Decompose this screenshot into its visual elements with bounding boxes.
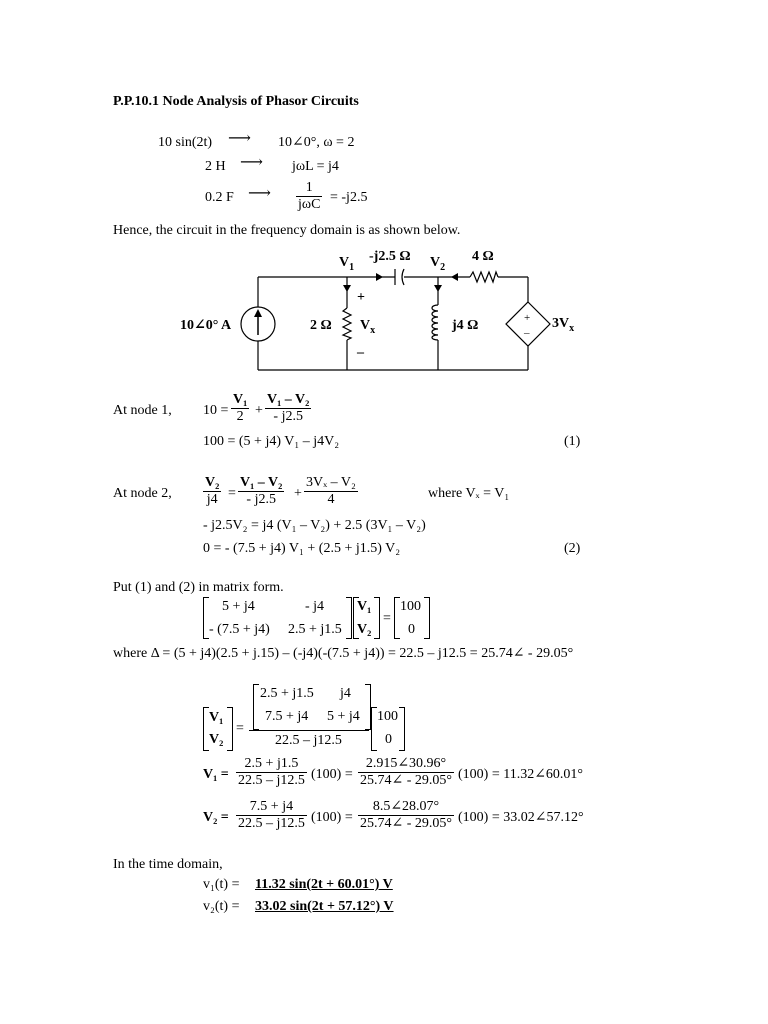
matrix-a12: - j4 [305,599,325,614]
denominator: - j2.5 [273,409,303,424]
numerator: 8.5∠28.07° [372,799,440,814]
plus-sign: + [255,403,263,418]
conversion-1-right: 10∠0°, ω = 2 [278,135,355,150]
vx-label: $V_x$ [360,318,376,336]
equation-number-1: (1) [564,434,581,449]
denominator: j4 [206,492,218,507]
numerator: 2.915∠30.96° [365,756,447,771]
inductor-icon [432,305,438,340]
svg-text:–: – [524,327,530,339]
matrix-a21: - (7.5 + j4) [209,622,270,637]
vector-bracket-right [399,707,405,751]
denominator: 25.74∠ - 29.05° [360,816,452,831]
v1t-answer: 11.32 sin(2t + 60.01°) V [255,877,393,892]
time-domain-intro: In the time domain, [113,857,223,872]
conversion-2-right: jωL = j4 [292,159,339,174]
capacitor-label: -j2.5 Ω [369,249,411,264]
fraction [304,475,358,508]
where-vx: where Vₓ = V₁ [428,486,510,501]
plus-sign: + [294,486,302,501]
vx-minus: – [357,345,364,360]
fraction [236,799,307,832]
dependent-source-label: $3V_x$ [552,316,575,334]
v2-lhs: V₂ = [203,810,229,825]
fraction [358,799,454,832]
fraction [203,475,221,508]
numerator: V₁ – V₂ [240,475,283,490]
conversion-3-right: = -j2.5 [330,190,368,205]
node-v2-label: $V_2$ [430,255,446,273]
hence-text: Hence, the circuit in the frequency domain is as shown below. [113,223,461,238]
v1t-lhs: v₁(t) = [203,877,240,892]
solution-m11: 2.5 + j1.5 [260,686,314,701]
matrix-intro: Put (1) and (2) in matrix form. [113,580,284,595]
solution-x2: V₂ [209,732,224,747]
solution-b1: 100 [377,709,398,724]
delta-line: where Δ = (5 + j4)(2.5 + j.15) – (-j4)(-(7.5 + j4)) = 22.5 – j12.5 = 25.74∠ - 29.05° [113,646,574,661]
page-title: P.P.10.1 Node Analysis of Phasor Circuits [113,94,359,109]
numerator: V₁ – V₂ [267,392,310,407]
vx-plus: + [357,290,365,305]
numerator: V₂ [205,475,220,490]
fraction [358,756,454,789]
solution-m12: j4 [340,686,351,701]
resistor-4ohm-icon [470,272,498,282]
inductor-label: j4 Ω [452,318,479,333]
capacitor-icon [395,269,404,285]
denominator: 22.5 – j12.5 [238,816,305,831]
solution-denominator: 22.5 – j12.5 [275,733,342,748]
fraction [238,475,284,508]
fraction [236,756,307,789]
arrow-icon: ⟶ [228,130,251,147]
node2-equation-a: - j2.5V₂ = j4 (V₁ – V₂) + 2.5 (3V₁ – V₂) [203,518,426,533]
conversion-1-left: 10 sin(2t) [158,135,213,150]
svg-text:+: + [524,312,531,324]
vector-b1: 100 [400,599,421,614]
solution-m22: 5 + j4 [327,709,360,724]
vector-b2: 0 [408,622,415,637]
arrow-right-icon [376,273,383,281]
v1-mid: (100) = [311,767,353,782]
v2-mid: (100) = [311,810,353,825]
node1-label: At node 1, [113,403,172,418]
resistor-2ohm-icon [343,308,351,340]
vector-bracket-right [424,597,430,639]
equals-sign: = [228,486,236,501]
arrow-down-icon [343,285,351,292]
dependent-source-icon [506,302,550,346]
vector-x1: V₁ [357,599,372,614]
equals-sign: = [383,611,391,626]
arrow-icon: ⟶ [240,154,263,171]
denominator: 25.74∠ - 29.05° [360,773,452,788]
node-v1-label: $V_1$ [339,255,355,273]
numerator: 1 [305,180,313,195]
denominator: jωC [298,197,321,212]
solution-x1: V₁ [209,710,224,725]
fraction [265,392,311,425]
resistor-2ohm-label: 2 Ω [310,318,332,333]
current-source-label: 10∠0° A [180,318,232,333]
denominator: - j2.5 [246,492,276,507]
denominator: 4 [327,492,335,507]
numerator: V₁ [233,392,248,407]
numerator: 3Vₓ – V₂ [306,475,356,490]
node1-lhs: 10 = [203,403,229,418]
solution-m21: 7.5 + j4 [265,709,309,724]
numerator: 7.5 + j4 [249,799,294,814]
arrow-down-icon [434,285,442,292]
equals-sign: = [236,721,244,736]
matrix-a22: 2.5 + j1.5 [288,622,342,637]
denominator: 2 [236,409,244,424]
v1-result: (100) = 11.32∠60.01° [458,767,584,782]
node1-equation: 100 = (5 + j4) V₁ – j4V₂ [203,434,340,449]
fraction [231,392,249,425]
matrix-bracket-right [346,597,352,639]
solution-b2: 0 [385,732,392,747]
vector-bracket-right [374,597,380,639]
node2-equation-b: 0 = - (7.5 + j4) V₁ + (2.5 + j1.5) V₂ [203,541,401,556]
matrix-a11: 5 + j4 [222,599,255,614]
v2t-lhs: v₂(t) = [203,899,240,914]
matrix-bracket-left [253,684,259,730]
vector-x2: V₂ [357,622,372,637]
arrow-icon: ⟶ [248,185,271,202]
v2-result: (100) = 33.02∠57.12° [458,810,584,825]
fraction-bar [249,730,369,731]
v1-lhs: V₁ = [203,767,229,782]
resistor-4ohm-label: 4 Ω [472,249,494,264]
conversion-2-left: 2 H [205,159,226,174]
v2t-answer: 33.02 sin(2t + 57.12°) V [255,899,394,914]
arrow-left-icon [451,273,458,281]
numerator: 2.5 + j1.5 [244,756,299,771]
equation-number-2: (2) [564,541,581,556]
denominator: 22.5 – j12.5 [238,773,305,788]
vector-bracket-right [227,707,233,751]
node2-label: At node 2, [113,486,172,501]
conversion-3-left: 0.2 F [205,190,234,205]
